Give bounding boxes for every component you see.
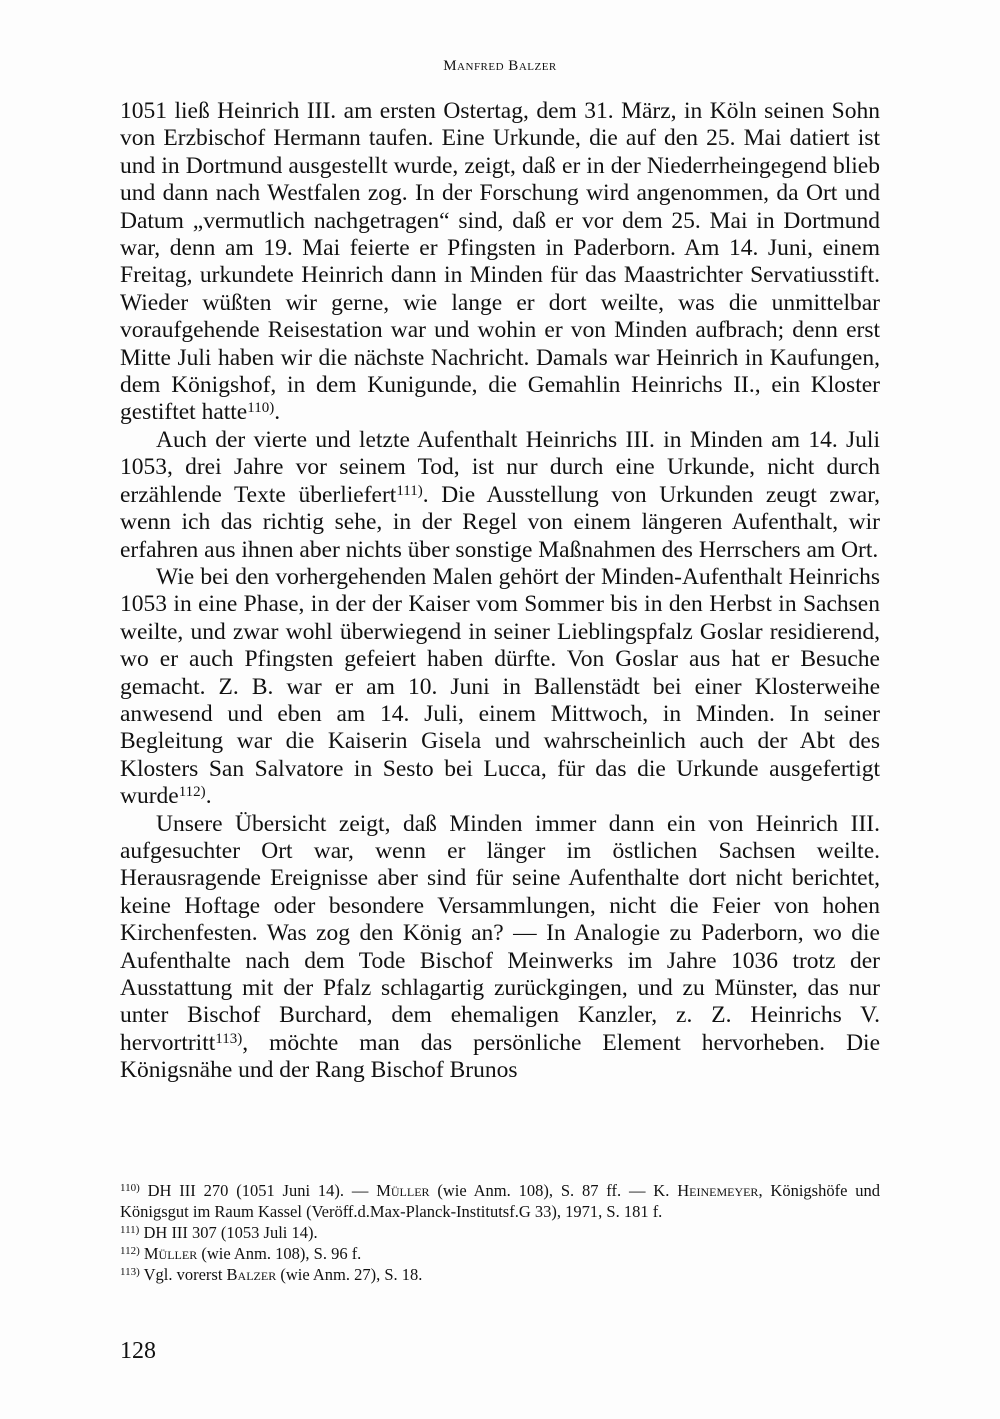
author-name: Müller [376,1181,430,1200]
paragraph-text-cont: , möchte man das persönliche Element hervorheben. Die Königsnähe und der Rang Bischof Brunos [120,1029,880,1084]
author-name: Balzer [226,1265,277,1284]
footnote-label: 110) [120,1182,140,1194]
footnote-text: , Königshöfe und Königsgut im Raum Kassel (Veröff.d.Max-Planck-Institutsf.G 33), 1971, S. 181 f. [120,1181,881,1221]
footnote-text: (wie Anm. 108), S. 87 ff. — K. [429,1181,678,1200]
footnote-112 [120,1243,880,1264]
author-name: Müller [143,1244,198,1263]
footnote-label: 111) [120,1224,140,1236]
footnote-ref-111[interactable]: 111) [396,482,423,499]
footnote-text: DH III 270 (1051 Juni 14). — [139,1181,377,1200]
footnotes [120,1180,880,1285]
paragraph-1 [120,98,880,427]
paragraph-text-cont: . [274,399,281,426]
footnote-111 [120,1222,880,1243]
body-text [120,98,880,1085]
footnote-ref-110[interactable]: 110) [247,400,275,417]
footnote-110 [120,1180,880,1222]
footnote-113 [120,1264,880,1285]
paragraph-text: Auch der vierte und letzte Aufenthalt Heinrichs III. in Minden am 14. Juli 1053, drei Jahre vor seinem Tod, ist nur durch eine Urkunde, nicht durch erzählende Texte überliefert [120,426,880,508]
page-number: 128 [120,1338,156,1364]
author-name: Heinemeyer [677,1181,759,1200]
paragraph-text: Wie bei den vorhergehenden Malen gehört der Minden-Aufenthalt Heinrichs 1053 in eine Phase, in der der Kaiser vom Sommer bis in den Herbst in Sachsen weilte, und zwar wohl überwiegend in seiner Lieblingspfalz Goslar residierend, wo er auch Pfingsten gefeiert haben dürfte. Von Goslar aus hat er Besuche gemacht. Z. B. war er am 10. Juni in Ballenstädt bei einer Klosterweihe anwesend und eben am 14. Juli, einem Mittwoch, in Minden. In seiner Begleitung war die Kaiserin Gisela und wahrscheinlich auch der Abt des Klosters San Salvatore in Sesto bei Lucca, für das die Urkunde ausgefertigt wurde [120,563,880,810]
paragraph-4 [120,811,880,1085]
paragraph-text: 1051 ließ Heinrich III. am ersten Ostertag, dem 31. März, in Köln seinen Sohn von Erzbischof Hermann taufen. Eine Urkunde, die auf den 25. Mai datiert ist und in Dortmund ausgestellt wurde, zeigt, daß er in der Niederrheingegend blieb und dann nach Westfalen zog. In der Forschung wird angenommen, da Ort und Datum „vermutlich nachgetragen“ sind, daß er vor dem 25. Mai in Dortmund war, denn am 19. Mai feierte er Pfingsten in Paderborn. Am 14. Juni, einem Freitag, urkundete Heinrich dann in Minden für das Maastrichter Servatiusstift. Wieder wüßten wir gerne, wie lange er dort weilte, was die unmittelbar voraufgehende Reisestation war und wohin er von Minden aufbrach; denn erst Mitte Juli haben wir die nächste Nachricht. Damals war Heinrich in Kaufungen, dem Königshof, in dem Kunigunde, die Gemahlin Heinrichs II., ein Kloster gestiftet hatte [120,98,880,426]
footnote-text: (wie Anm. 27), S. 18. [276,1265,423,1284]
running-head: Manfred Balzer [443,58,557,74]
footnote-ref-112[interactable]: 112) [178,784,206,801]
footnote-label: 112) [120,1245,140,1257]
footnote-label: 113) [120,1266,140,1278]
paragraph-text-cont: . Die Ausstellung von Urkunden zeugt zwar, wenn ich das richtig sehe, in der Regel von einem längeren Aufenthalt, wir erfahren aus ihnen aber nichts über sonstige Maßnahmen des Herrschers am Ort. [120,481,880,563]
footnote-ref-113[interactable]: 113) [215,1030,243,1047]
paragraph-2 [120,427,880,564]
footnote-text: DH III 307 (1053 Juli 14). [139,1223,318,1242]
paragraph-text-cont: . [205,783,212,810]
footnote-text: (wie Anm. 108), S. 96 f. [197,1244,362,1263]
paragraph-3 [120,564,880,811]
paragraph-text: Unsere Übersicht zeigt, daß Minden immer dann ein von Heinrich III. aufgesuchter Ort war, wenn er länger im östlichen Sachsen weilte. Herausragende Ereignisse aber sind für seine Aufenthalte dort nicht berichtet, keine Hoftage oder besondere Versammlungen, nicht die Feier von hohen Kirchenfesten. Was zog den König an? — In Analogie zu Paderborn, wo die Aufenthalte nach dem Tode Bischof Meinwerks im Jahre 1036 trotz der Ausstattung mit der Pfalz schlagartig zurückgingen, und zu Münster, das nur unter Bischof Burchard, dem ehemaligen Kanzler, z. Z. Heinrichs V. hervortritt [120,810,880,1056]
footnote-text: Vgl. vorerst [139,1265,227,1284]
